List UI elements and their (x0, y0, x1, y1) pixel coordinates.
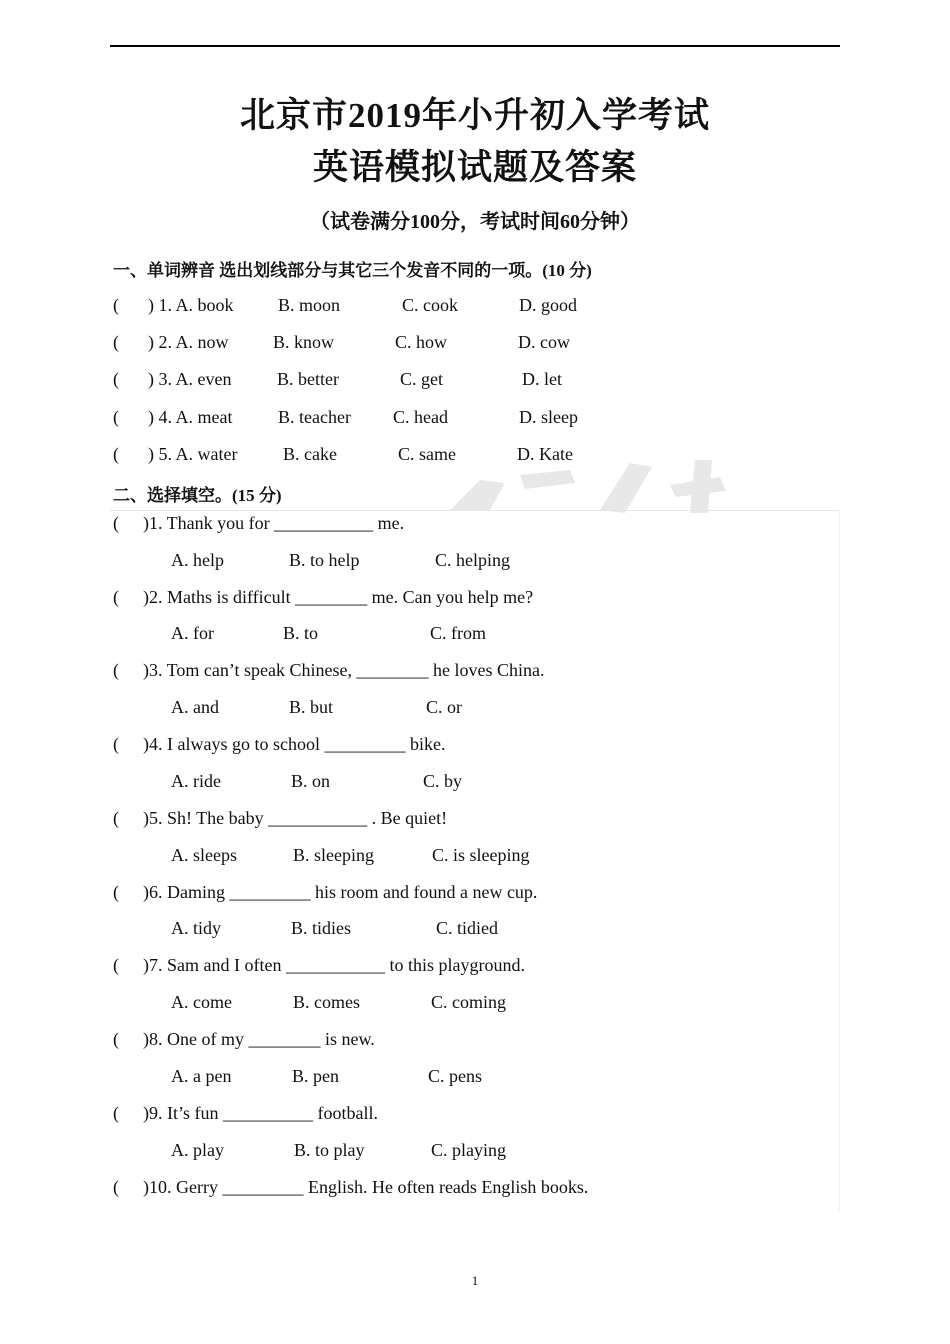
option-c: C. is sleeping (432, 845, 530, 865)
option-c: C. by (423, 771, 463, 791)
question-text: )3. Tom can’t speak Chinese, ________ he loves China. (143, 660, 545, 680)
option-c: C. cook (402, 295, 458, 315)
option-b: B. better (277, 369, 339, 389)
option-a: A. for (171, 623, 214, 643)
option-b: B. to play (294, 1140, 365, 1160)
option-b: B. teacher (278, 407, 351, 427)
option-a: A. help (171, 550, 224, 570)
watermark (420, 455, 740, 515)
option-a: A. tidy (171, 918, 222, 938)
option-b: B. moon (278, 295, 341, 315)
option-b: B. sleeping (293, 845, 374, 865)
option-a: A. ride (171, 771, 221, 791)
question-text: )9. It’s fun __________ football. (143, 1103, 378, 1123)
option-b: B. pen (292, 1066, 339, 1086)
answer-bracket: ( (113, 955, 119, 975)
question-option-a: ) 2. A. now (148, 332, 229, 352)
exam-subject-title: 英语模拟试题及答案 (312, 148, 637, 187)
answer-bracket: ( (113, 369, 119, 389)
answer-bracket: ( (113, 1103, 119, 1123)
question-option-a: ) 4. A. meat (148, 407, 233, 427)
option-c: C. tidied (436, 918, 498, 938)
question-text: )1. Thank you for ___________ me. (143, 513, 405, 533)
question-option-a: ) 5. A. water (148, 444, 238, 464)
question-text: )8. One of my ________ is new. (143, 1029, 375, 1049)
exam-info: （试卷满分100分，考试时间60分钟） (310, 211, 640, 233)
answer-bracket: ( (113, 587, 119, 607)
option-b: B. tidies (291, 918, 352, 938)
answer-bracket: ( (113, 407, 119, 427)
section-1-heading: 一、单词辨音 选出划线部分与其它三个发音不同的一项。(10 分) (113, 261, 592, 280)
option-c: C. head (393, 407, 448, 427)
option-b: B. on (291, 771, 331, 791)
option-d: D. let (522, 369, 562, 389)
answer-bracket: ( (113, 808, 119, 828)
question-text: )7. Sam and I often ___________ to this playground. (143, 955, 525, 975)
answer-bracket: ( (113, 295, 119, 315)
option-b: B. comes (293, 992, 360, 1012)
answer-bracket: ( (113, 444, 119, 464)
option-b: B. cake (283, 444, 337, 464)
option-b: B. know (273, 332, 335, 352)
question-text: )6. Daming _________ his room and found a new cup. (143, 882, 538, 902)
answer-bracket: ( (113, 660, 119, 680)
option-c: C. how (395, 332, 448, 352)
option-c: C. from (430, 623, 486, 643)
option-c: C. coming (431, 992, 506, 1012)
option-c: C. playing (431, 1140, 506, 1160)
option-d: D. sleep (519, 407, 578, 427)
answer-bracket: ( (113, 513, 119, 533)
option-b: B. but (289, 697, 334, 717)
option-a: A. a pen (171, 1066, 232, 1086)
option-d: D. Kate (517, 444, 573, 464)
option-c: C. helping (435, 550, 510, 570)
option-d: D. good (519, 295, 577, 315)
question-text: )4. I always go to school _________ bike. (143, 734, 446, 754)
answer-bracket: ( (113, 1029, 119, 1049)
question-text: )5. Sh! The baby ___________ . Be quiet! (143, 808, 448, 828)
option-c: C. get (400, 369, 443, 389)
option-a: A. play (171, 1140, 224, 1160)
option-d: D. cow (518, 332, 570, 352)
option-a: A. and (171, 697, 219, 717)
section-2-heading: 二、选择填空。(15 分) (113, 486, 282, 505)
header-rule (110, 45, 840, 47)
section-frame-right (839, 510, 840, 1210)
option-b: B. to help (289, 550, 360, 570)
answer-bracket: ( (113, 882, 119, 902)
option-a: A. sleeps (171, 845, 237, 865)
answer-bracket: ( (113, 1177, 119, 1197)
question-option-a: ) 1. A. book (148, 295, 234, 315)
option-b: B. to (283, 623, 319, 643)
question-text: )2. Maths is difficult ________ me. Can you help me? (143, 587, 534, 607)
exam-title: 北京市2019年小升初入学考试 (239, 96, 710, 135)
question-option-a: ) 3. A. even (148, 369, 232, 389)
option-c: C. same (398, 444, 456, 464)
answer-bracket: ( (113, 332, 119, 352)
question-text: )10. Gerry _________ English. He often reads English books. (143, 1177, 589, 1197)
option-a: A. come (171, 992, 232, 1012)
answer-bracket: ( (113, 734, 119, 754)
option-c: C. pens (428, 1066, 482, 1086)
page-number: 1 (471, 1273, 479, 1288)
option-c: C. or (426, 697, 462, 717)
